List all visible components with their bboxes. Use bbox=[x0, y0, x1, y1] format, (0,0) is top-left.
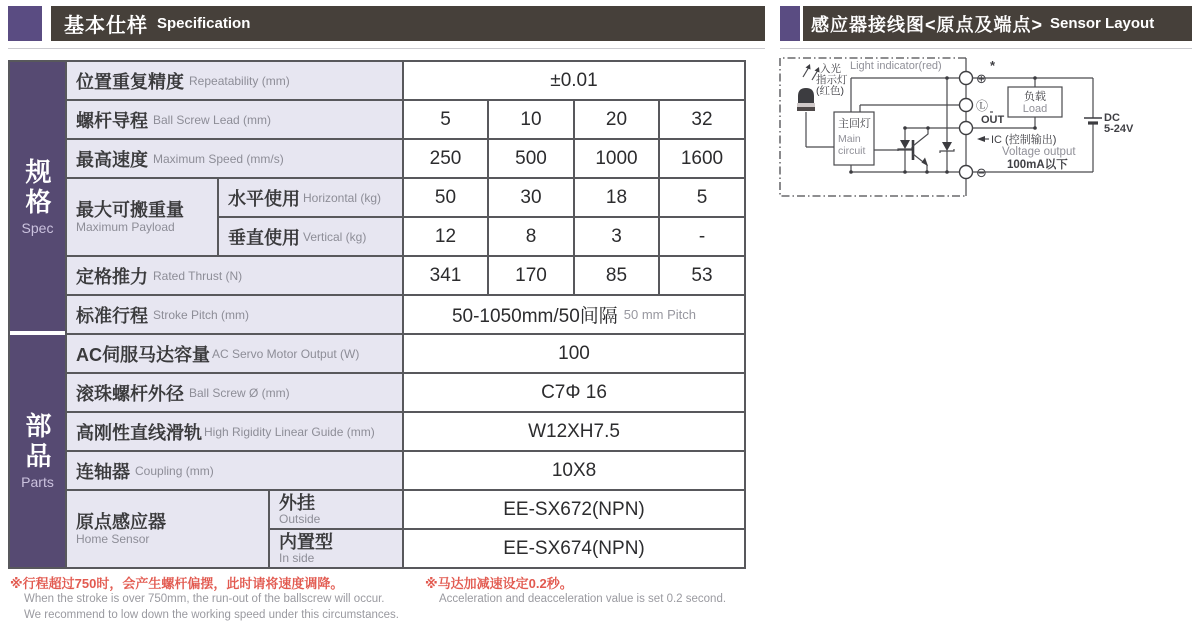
load-label-zh: 负载 bbox=[1024, 91, 1046, 103]
header-title-zh: 基本仕样 bbox=[64, 15, 148, 37]
label-en: Maximum Speed (mm/s) bbox=[153, 151, 284, 166]
current-limit-label: 100mA以下 bbox=[1007, 159, 1068, 171]
value-horizontal-1: 50 bbox=[404, 179, 487, 216]
value-vertical-2: 8 bbox=[489, 218, 573, 255]
value-vertical-3: 3 bbox=[575, 218, 658, 255]
value-sensor-inside: EE-SX674(NPN) bbox=[404, 530, 744, 567]
label-zh: 定格推力 bbox=[76, 266, 148, 287]
footnote-en-line1: When the stroke is over 750mm, the run-out of the ballscrew will occur. bbox=[24, 593, 385, 606]
header-accent-square bbox=[8, 6, 42, 41]
section-header-sensor-layout bbox=[780, 6, 1192, 41]
header-accent-square bbox=[780, 6, 800, 41]
label-en: Vertical (kg) bbox=[303, 229, 367, 244]
value-lead-2: 10 bbox=[489, 101, 573, 138]
ic-arrow-icon bbox=[977, 136, 989, 142]
light-indicator-label: Light indicator(red) bbox=[850, 60, 942, 72]
value-vertical-4: - bbox=[660, 218, 744, 255]
label-zh: 最高速度 bbox=[76, 149, 148, 170]
row-label-screw bbox=[67, 374, 402, 411]
main-circuit-en2: circuit bbox=[838, 145, 866, 157]
value-horizontal-2: 30 bbox=[489, 179, 573, 216]
value-lead-3: 20 bbox=[575, 101, 658, 138]
terminal-star: * bbox=[990, 58, 996, 73]
footnote-en-line1: Acceleration and deacceleration value is set 0.2 second. bbox=[439, 593, 727, 606]
row-label-lead bbox=[67, 101, 402, 138]
label-zh: 位置重复精度 bbox=[76, 71, 184, 92]
value-thrust-3: 85 bbox=[575, 257, 658, 294]
label-zh: 最大可搬重量 bbox=[76, 200, 184, 221]
dc-label-line2: 5-24V bbox=[1104, 123, 1134, 135]
footnote-en-line2: We recommend to low down the working speed under this circumstances. bbox=[24, 608, 399, 621]
label-en: Ball Screw Lead (mm) bbox=[153, 112, 272, 127]
label-en: Home Sensor bbox=[76, 531, 150, 546]
value-thrust-1: 341 bbox=[404, 257, 487, 294]
sidebar-parts-en: Parts bbox=[21, 474, 54, 490]
value-screw: C7Φ 16 bbox=[404, 374, 744, 411]
dc-label-line1: DC bbox=[1104, 112, 1120, 124]
sensor-wiring-diagram bbox=[776, 52, 1200, 200]
value-thrust-2: 170 bbox=[489, 257, 573, 294]
label-zh: 滚珠螺杆外径 bbox=[76, 383, 184, 404]
label-en: Repeatability (mm) bbox=[189, 73, 290, 88]
value-lead-4: 32 bbox=[660, 101, 744, 138]
row-label-coupling bbox=[67, 452, 402, 489]
value-horizontal-4: 5 bbox=[660, 179, 744, 216]
footnote-acceleration bbox=[425, 576, 726, 608]
label-zh: 高刚性直线滑轨 bbox=[76, 422, 202, 443]
label-zh: 螺杆导程 bbox=[76, 110, 148, 131]
label-zh: AC伺服马达容量 bbox=[76, 344, 210, 365]
row-label-repeatability bbox=[67, 62, 402, 99]
header-title-en: Sensor Layout bbox=[1050, 15, 1155, 32]
row-label-guide bbox=[67, 413, 402, 450]
row-label-payload bbox=[67, 179, 217, 255]
led-label-line2: 指示灯 bbox=[816, 74, 848, 86]
label-en: Stroke Pitch (mm) bbox=[153, 307, 250, 322]
value-speed-3: 1000 bbox=[575, 140, 658, 177]
dc-battery-icon bbox=[1084, 118, 1102, 123]
header-underline-right bbox=[780, 48, 1192, 49]
led-label-line1: 入光 bbox=[820, 63, 841, 75]
label-en: Coupling (mm) bbox=[135, 463, 214, 478]
main-circuit-zh: 主回灯 bbox=[838, 118, 871, 130]
value-thrust-4: 53 bbox=[660, 257, 744, 294]
spec-table bbox=[8, 60, 746, 569]
sidebar-section-spec bbox=[10, 62, 65, 331]
header-bar bbox=[803, 6, 1192, 41]
label-en: In side bbox=[279, 551, 315, 566]
header-underline-left bbox=[8, 48, 765, 49]
footnote-zh: ※马达加减速设定0.2秒。 bbox=[425, 576, 573, 591]
row-label-stroke bbox=[67, 296, 402, 333]
label-zh: 标准行程 bbox=[76, 305, 148, 326]
sidebar-section-parts bbox=[10, 335, 65, 567]
load-label-en: Load bbox=[1022, 103, 1048, 115]
value-repeatability: ±0.01 bbox=[404, 62, 744, 99]
row-label-thrust bbox=[67, 257, 402, 294]
ic-control-output-label: IC (控制输出) bbox=[991, 134, 1057, 146]
label-zh: 外挂 bbox=[279, 492, 315, 513]
row-label-home-sensor bbox=[67, 491, 268, 567]
label-en: Rated Thrust (N) bbox=[153, 268, 243, 283]
value-stroke-en: 50 mm Pitch bbox=[623, 307, 697, 322]
footnote-zh: ※行程超过750时，会产生螺杆偏摆，此时请将速度调降。 bbox=[10, 576, 344, 591]
label-zh: 垂直使用 bbox=[228, 227, 300, 248]
header-title-en: Specification bbox=[157, 15, 251, 32]
terminal-plus-symbol: ⊕ bbox=[976, 71, 987, 86]
row-label-payload-vertical bbox=[219, 218, 402, 255]
label-en: Maximum Payload bbox=[76, 219, 175, 234]
value-speed-2: 500 bbox=[489, 140, 573, 177]
label-zh: 原点感应器 bbox=[76, 512, 166, 533]
row-label-sensor-outside bbox=[270, 491, 402, 528]
label-en: Ball Screw Ø (mm) bbox=[189, 385, 290, 400]
label-en: Outside bbox=[279, 512, 321, 527]
footnote-stroke-warning bbox=[10, 576, 399, 623]
value-speed-4: 1600 bbox=[660, 140, 744, 177]
table-sidebar bbox=[10, 62, 65, 567]
row-label-payload-horizontal bbox=[219, 179, 402, 216]
value-guide: W12XH7.5 bbox=[404, 413, 744, 450]
value-sensor-outside: EE-SX672(NPN) bbox=[404, 491, 744, 528]
value-vertical-1: 12 bbox=[404, 218, 487, 255]
terminal-out-label: OUT bbox=[981, 114, 1005, 126]
value-stroke bbox=[404, 296, 744, 333]
zener-diode-icon bbox=[940, 78, 954, 172]
label-en: Horizontal (kg) bbox=[303, 190, 382, 205]
row-label-motor bbox=[67, 335, 402, 372]
header-bar bbox=[51, 6, 765, 41]
value-lead-1: 5 bbox=[404, 101, 487, 138]
terminal-l-symbol: Ⓛ bbox=[976, 99, 989, 113]
terminal-minus-symbol: ⊖ bbox=[976, 165, 987, 180]
value-motor: 100 bbox=[404, 335, 744, 372]
sidebar-spec-zh: 规格 bbox=[22, 157, 52, 218]
sidebar-parts-zh: 部品 bbox=[22, 412, 52, 472]
led-label-line3: (红色) bbox=[816, 85, 844, 97]
value-stroke-main: 50-1050mm/50间隔 bbox=[451, 306, 618, 327]
main-circuit-en1: Main bbox=[838, 133, 861, 145]
label-en: High Rigidity Linear Guide (mm) bbox=[204, 424, 375, 439]
row-label-sensor-inside bbox=[270, 530, 402, 567]
value-speed-1: 250 bbox=[404, 140, 487, 177]
spec-grid bbox=[67, 62, 744, 567]
label-zh: 连轴器 bbox=[76, 461, 130, 482]
npn-transistor-icon bbox=[913, 128, 928, 172]
label-zh: 内置型 bbox=[279, 531, 333, 552]
label-en: AC Servo Motor Output (W) bbox=[212, 346, 360, 361]
header-title-zh: 感应器接线图<原点及端点> bbox=[811, 14, 1044, 35]
section-header-specification bbox=[8, 6, 765, 41]
value-coupling: 10X8 bbox=[404, 452, 744, 489]
value-horizontal-3: 18 bbox=[575, 179, 658, 216]
row-label-speed bbox=[67, 140, 402, 177]
label-zh: 水平使用 bbox=[228, 188, 300, 209]
voltage-output-label: Voltage output bbox=[1002, 146, 1076, 158]
sidebar-spec-en: Spec bbox=[21, 219, 54, 236]
